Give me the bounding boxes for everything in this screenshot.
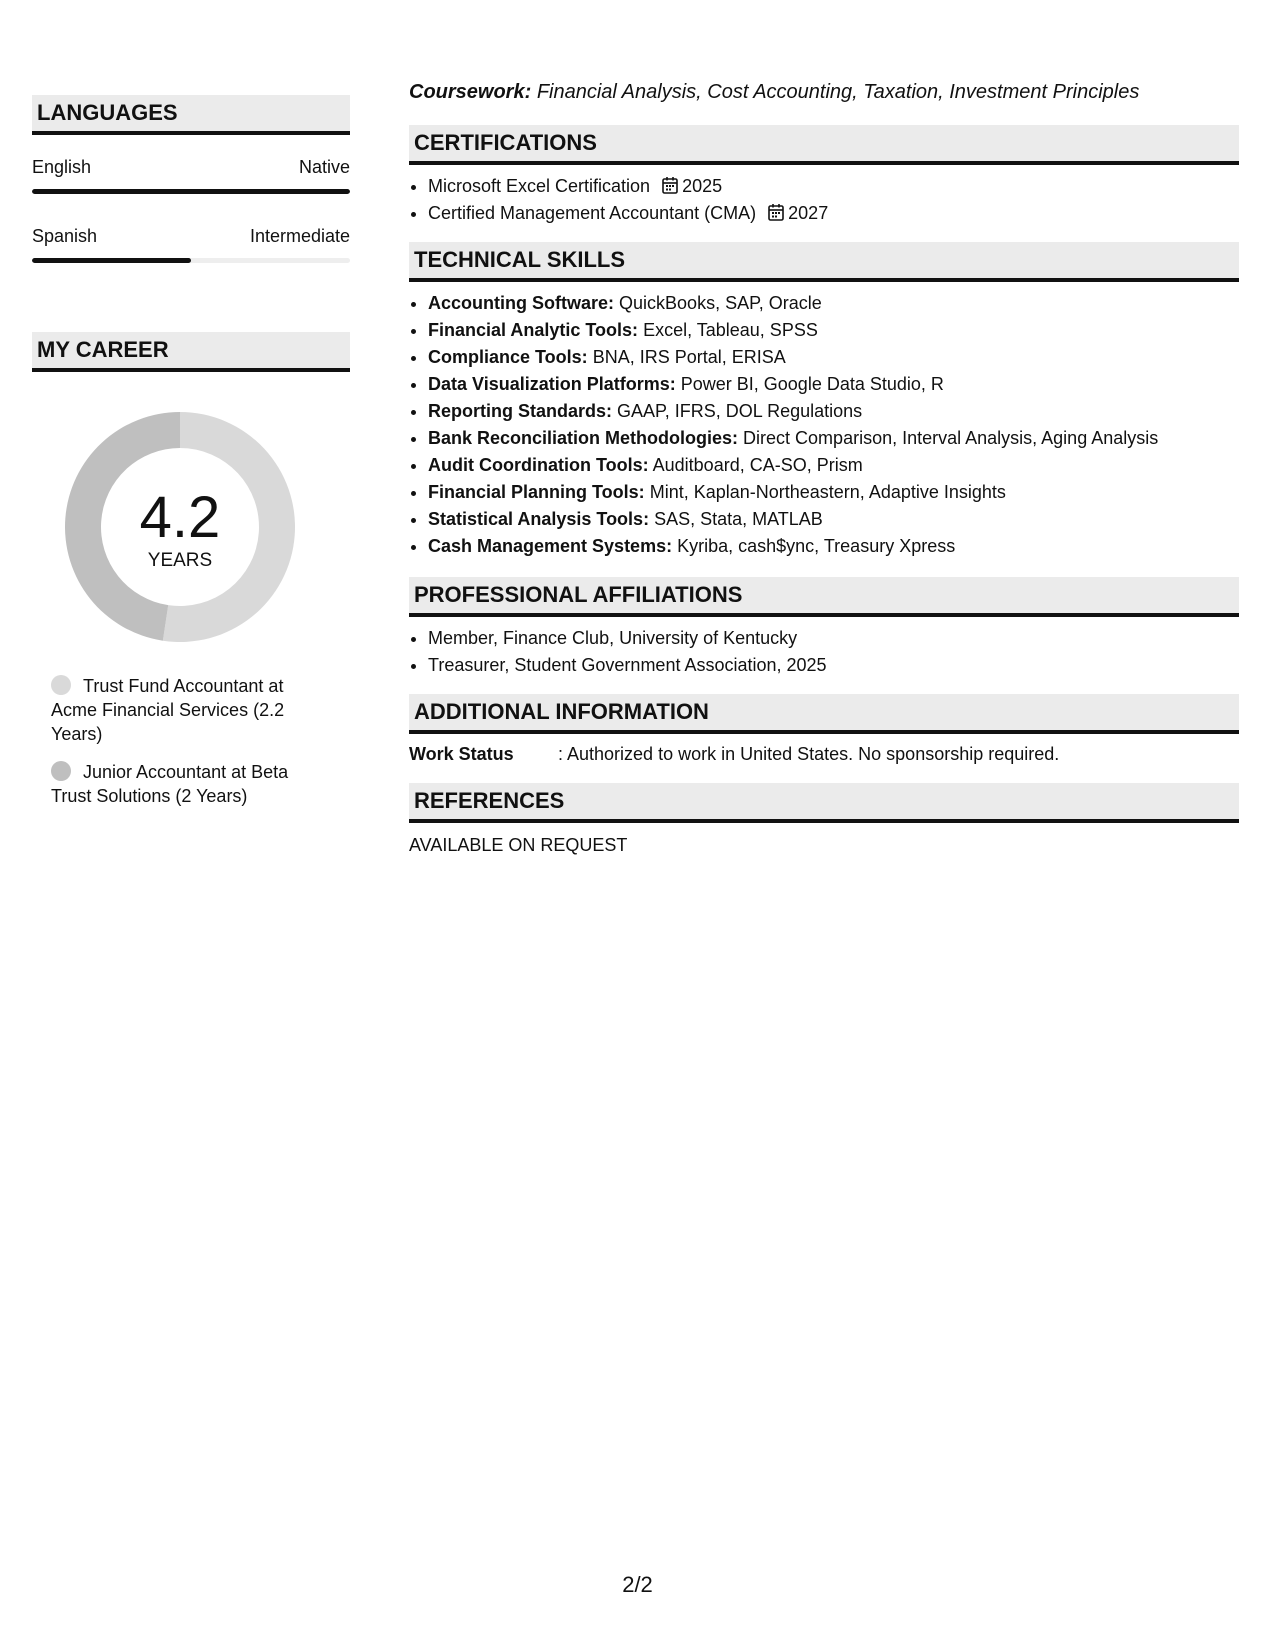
work-status-value: : Authorized to work in United States. No sponsorship required.: [558, 744, 1060, 764]
list-item: [428, 317, 1239, 344]
legend-dot-icon: [51, 675, 71, 695]
certifications-list: [409, 173, 1239, 227]
work-status-row: [409, 742, 1239, 766]
coursework-value: Financial Analysis, Cost Accounting, Taxation, Investment Principles: [536, 81, 1140, 103]
career-donut-chart: [65, 412, 295, 642]
calendar-icon: [662, 176, 678, 194]
skill-value: SAS, Stata, MATLAB: [654, 509, 823, 529]
list-item: [428, 371, 1239, 398]
career-total-unit: YEARS: [147, 550, 213, 571]
skill-value: Excel, Tableau, SPSS: [643, 320, 818, 340]
list-item: • Member, Finance Club, University of Kentucky: [428, 625, 1239, 652]
legend-item: [51, 674, 311, 746]
additional-info-heading: ADDITIONAL INFORMATION: [409, 694, 1239, 734]
language-bar-english: [32, 189, 350, 194]
language-row-english: [32, 157, 350, 179]
career-total-value: 4.2: [139, 485, 221, 550]
left-column: [32, 95, 350, 822]
language-bar-fill: [32, 258, 191, 263]
page-number: 2/2: [622, 1572, 653, 1597]
skill-value: Mint, Kaplan-Northeastern, Adaptive Insights: [649, 482, 1006, 502]
skill-label: Reporting Standards:: [428, 401, 613, 421]
list-item: [428, 173, 1239, 200]
language-bar-fill: [32, 189, 350, 194]
legend-dot-icon: [51, 761, 71, 781]
list-item: • Treasurer, Student Government Association, 2025: [428, 652, 1239, 679]
skill-value: QuickBooks, SAP, Oracle: [619, 293, 822, 313]
list-item: [428, 200, 1239, 227]
language-bar-spanish: [32, 258, 350, 263]
affiliations-list: [409, 625, 1239, 679]
language-row-spanish: [32, 226, 350, 248]
legend-label: Junior Accountant at Beta Trust Solutions (2 Years): [51, 762, 289, 806]
legend-label: Trust Fund Accountant at Acme Financial Services (2.2 Years): [51, 676, 285, 744]
skill-value: Auditboard, CA-SO, Prism: [652, 455, 863, 475]
skill-label: Cash Management Systems:: [428, 536, 673, 556]
skill-value: Direct Comparison, Interval Analysis, Aging Analysis: [743, 428, 1159, 448]
skill-label: Bank Reconciliation Methodologies:: [428, 428, 739, 448]
right-column: [409, 77, 1239, 857]
skill-label: Audit Coordination Tools:: [428, 455, 649, 475]
list-item: [428, 452, 1239, 479]
list-item: [428, 290, 1239, 317]
list-item: [428, 425, 1239, 452]
certification-name: Certified Management Accountant (CMA): [428, 203, 757, 223]
work-status-label: Work Status: [409, 744, 514, 764]
skill-value: Kyriba, cash$ync, Treasury Xpress: [677, 536, 956, 556]
skill-value: GAAP, IFRS, DOL Regulations: [617, 401, 863, 421]
skill-label: Accounting Software:: [428, 293, 615, 313]
legend-item: [51, 760, 311, 808]
affiliations-heading: PROFESSIONAL AFFILIATIONS: [409, 577, 1239, 617]
references-heading: REFERENCES: [409, 783, 1239, 823]
coursework-label: Coursework:: [409, 81, 532, 103]
references-text: AVAILABLE ON REQUEST: [409, 835, 628, 855]
certifications-heading: CERTIFICATIONS: [409, 125, 1239, 165]
language-name: Spanish: [32, 226, 98, 246]
certification-year: 2025: [682, 176, 723, 196]
skill-value: BNA, IRS Portal, ERISA: [592, 347, 786, 367]
languages-heading: LANGUAGES: [32, 95, 350, 135]
language-level: Intermediate: [249, 226, 350, 246]
list-item: [428, 506, 1239, 533]
list-item: [428, 479, 1239, 506]
certification-year: 2027: [788, 203, 829, 223]
skill-label: Statistical Analysis Tools:: [428, 509, 650, 529]
career-legend: [51, 674, 311, 808]
technical-skills-heading: TECHNICAL SKILLS: [409, 242, 1239, 282]
language-name: English: [32, 157, 92, 177]
list-item: [428, 344, 1239, 371]
language-level: Native: [298, 157, 350, 177]
skill-label: Financial Planning Tools:: [428, 482, 645, 502]
skill-label: Financial Analytic Tools:: [428, 320, 639, 340]
skill-value: Power BI, Google Data Studio, R: [680, 374, 944, 394]
coursework-line: [409, 77, 1239, 107]
certification-name: Microsoft Excel Certification: [428, 176, 651, 196]
career-heading: MY CAREER: [32, 332, 350, 372]
list-item: [428, 533, 1239, 560]
skill-label: Data Visualization Platforms:: [428, 374, 676, 394]
list-item: [428, 398, 1239, 425]
calendar-icon: [768, 203, 784, 221]
skill-label: Compliance Tools:: [428, 347, 588, 367]
technical-skills-list: [409, 290, 1239, 560]
